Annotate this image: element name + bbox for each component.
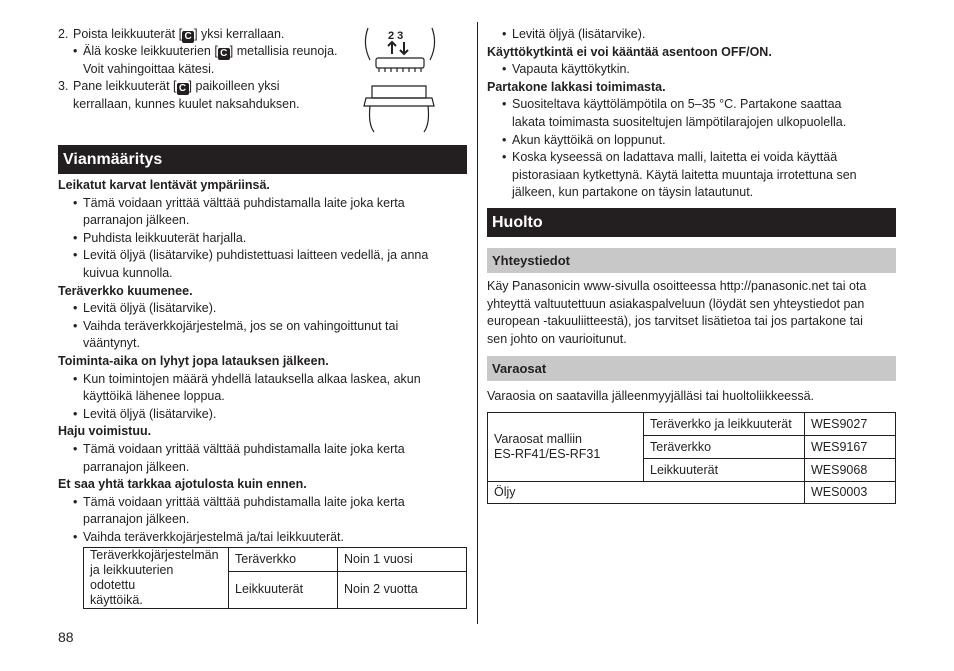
solution-text: • Tämä voidaan yrittää välttää puhdistamalla laite joka kerta — [83, 495, 405, 510]
step-2-number: 2. — [58, 27, 69, 41]
parts-code-cell: WES0003 — [805, 482, 896, 504]
section-title-vianmaaritys: Vianmääritys — [58, 145, 467, 174]
solution-text: • Levitä öljyä (lisätarvike). — [83, 407, 216, 422]
shaver-body — [370, 106, 429, 132]
solution-text: • Kun toimintojen määrä yhdellä latauksella alkaa laskea, akun — [83, 372, 421, 387]
step-3-text: Pane leikkuuterät [ C ] paikoilleen yksi — [73, 79, 280, 94]
parts-code-cell: WES9068 — [805, 459, 896, 482]
figure-step-label: 2 3 — [388, 30, 404, 42]
problem-heading: Teräverkko kuumenee. — [58, 283, 193, 298]
solution-text: • Akun käyttöikä on loppunut. — [512, 133, 666, 148]
solution-text: • Tämä voidaan yrittää välttää puhdistamalla laite joka kerta — [83, 442, 405, 457]
solution-text: • Koska kyseessä on ladattava malli, laitetta ei voida käyttää — [512, 150, 837, 165]
cutter-c-icon: C — [218, 48, 230, 60]
problem-heading: Toiminta-aika on lyhyt jopa latauksen jälkeen. — [58, 354, 329, 368]
solution-text: • Vaihda teräverkkojärjestelmä, jos se on vahingoittunut tai — [83, 319, 398, 334]
page-number: 88 — [58, 629, 74, 645]
lifespan-value-cell: Noin 1 vuosi — [338, 548, 467, 572]
solution-text: • Puhdista leikkuuterät harjalla. — [83, 231, 246, 246]
problem-heading: Haju voimistuu. — [58, 424, 152, 439]
parts-code-cell: WES9027 — [805, 413, 896, 436]
solution-text: parranajon jälkeen. — [83, 213, 190, 228]
right-finger-outline — [430, 28, 435, 60]
parts-code-cell: WES9167 — [805, 436, 896, 459]
contact-text-line: Käy Panasonicin www-sivulla osoitteessa http://panasonic.net tai ota — [487, 279, 867, 293]
left-finger-outline — [365, 28, 370, 60]
arrow-down-icon — [400, 42, 408, 54]
problem-heading: Partakone lakkasi toimimasta. — [487, 79, 666, 94]
lifespan-part-cell: Leikkuuterät — [229, 571, 338, 608]
parts-name-cell: Teräverkko ja leikkuuterät — [644, 413, 805, 436]
contact-text-line: european -takuuliitteestä), jos tarvitset lisätietoa tai jos partakone tai — [487, 314, 863, 329]
contact-text-line: sen johto on vaurioitunut. — [487, 331, 627, 346]
solution-text: pistorasiaan kytkettynä. Käytä laitetta muuntaja irrotettuna sen — [512, 167, 857, 182]
solution-text: jälkeen, kun partakone on täysin latautunut. — [512, 185, 754, 200]
lifespan-table — [83, 547, 467, 609]
shaver-head-top — [372, 86, 426, 98]
problem-heading: Käyttökytkintä ei voi kääntää asentoon OFF/ON. — [487, 44, 772, 59]
lifespan-value-cell: Noin 2 vuotta — [338, 571, 467, 608]
parts-oil-cell: Öljy — [488, 482, 805, 504]
step-2-note-cont: Voit vahingoittaa kätesi. — [83, 62, 215, 76]
lifespan-label-cell: Teräverkkojärjestelmän ja leikkuuterien odotettu käyttöikä. — [84, 548, 229, 609]
solution-text: käyttöikä lähenee loppua. — [83, 389, 225, 404]
solution-text: vääntynyt. — [83, 336, 140, 351]
parts-name-cell: Leikkuuterät — [644, 459, 805, 482]
step-2-note: • Älä koske leikkuuterien [ C ] metallisia reunoja. — [83, 44, 338, 60]
step-3-text-cont: kerrallaan, kunnes kuulet naksahduksen. — [73, 97, 300, 111]
solution-text: kuivua kunnolla. — [83, 266, 173, 280]
parts-name-cell: Teräverkko — [644, 436, 805, 459]
arrow-up-icon — [388, 42, 396, 54]
shaver-head-illustration — [360, 24, 438, 134]
solution-text: parranajon jälkeen. — [83, 512, 190, 527]
solution-text: • Tämä voidaan yrittää välttää puhdistamalla laite joka kerta — [83, 196, 405, 211]
step-2-text: Poista leikkuuterät [ C ] yksi kerrallaan. — [73, 27, 285, 42]
section-title-huolto: Huolto — [487, 208, 896, 237]
parts-model-cell: Varaosat malliin ES-RF41/ES-RF31 — [488, 413, 644, 482]
column-divider — [477, 22, 478, 624]
problem-heading: Leikatut karvat lentävät ympäriinsä. — [58, 178, 270, 192]
shaver-head-ring — [364, 98, 434, 106]
solution-text: • Suositeltava käyttölämpötila on 5–35 °C. Partakone saattaa — [512, 97, 842, 112]
parts-availability-text: Varaosia on saatavilla jälleenmyyjälläsi tai huoltoliikkeessä. — [487, 389, 815, 403]
solution-text: • Levitä öljyä (lisätarvike). — [83, 301, 216, 316]
subsection-title-varaosat: Varaosat — [487, 356, 896, 381]
solution-text: lakata toimimasta suositeltujen lämpötilarajojen ulkopuolella. — [512, 115, 847, 129]
cutter-block — [376, 58, 424, 68]
step-3-number: 3. — [58, 79, 69, 93]
subsection-title-yhteystiedot: Yhteystiedot — [487, 248, 896, 273]
lifespan-part-cell: Teräverkko — [229, 548, 338, 572]
spare-parts-table — [487, 412, 896, 504]
cutter-c-icon: C — [177, 83, 189, 95]
solution-text: parranajon jälkeen. — [83, 459, 190, 474]
solution-text: • Vaihda teräverkkojärjestelmä ja/tai leikkuuterät. — [83, 530, 344, 545]
solution-text: • Vapauta käyttökytkin. — [512, 62, 630, 77]
solution-text: • Levitä öljyä (lisätarvike). — [512, 27, 645, 42]
problem-heading: Et saa yhtä tarkkaa ajotulosta kuin ennen. — [58, 477, 307, 492]
contact-text-line: yhteyttä valtuutettuun asiakaspalveluun (löydät sen yhteystiedot pan — [487, 296, 865, 311]
cutter-c-icon: C — [182, 31, 194, 43]
solution-text: • Levitä öljyä (lisätarvike) puhdistettuasi laitteen vedellä, ja anna — [83, 248, 428, 263]
